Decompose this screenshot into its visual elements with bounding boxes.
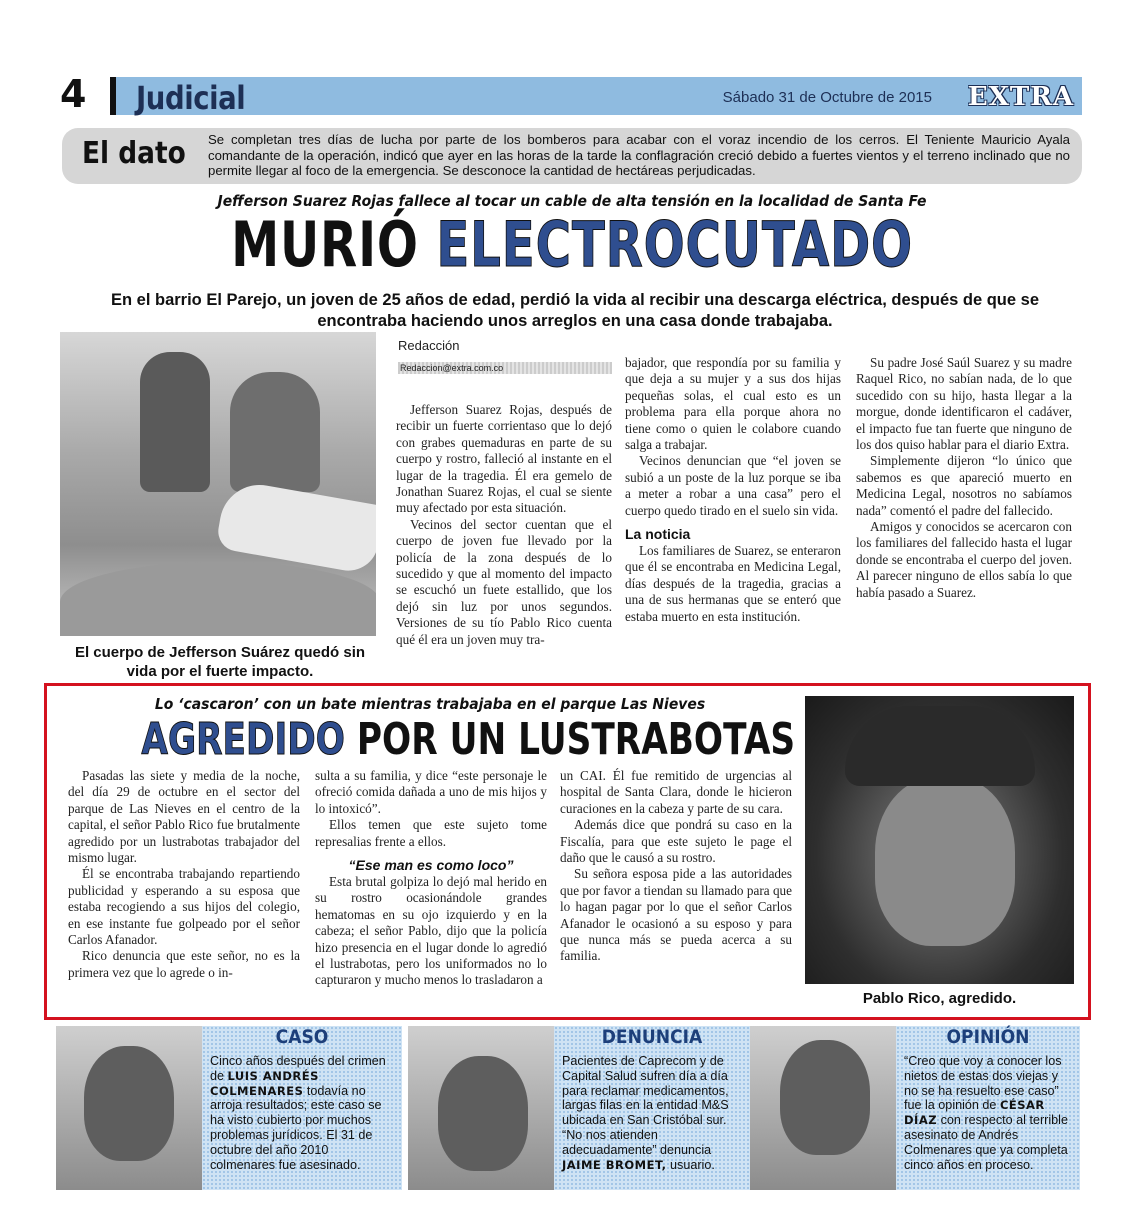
newspaper-logo: EXTRA: [967, 82, 1074, 112]
byline: Redacción: [398, 338, 460, 353]
paragraph: Jefferson Suarez Rojas, después de recibir un fuerte corrientaso que lo dejó con grabes quemaduras en parte de su cuerpo y rostro, falleció al instante en el lugar de la tragedia. Él era gemelo de Jonathan Suarez Rojas, el cual se siente muy afectado por esta situación.: [396, 402, 612, 516]
el-dato-text: Se completan tres días de lucha por parte de los bomberos para acabar con el voraz incendio de los cerros. El Teniente Mauricio Ayala comandante de la operación, indicó que ayer en las horas de la tarde la conflagración creció debido a fuertes vientos y el terreno inclinado que no permite llegar al foco de la emergencia. Se desconoce la cantidad de hectáreas perjudicadas.: [208, 132, 1070, 178]
paragraph: Los familiares de Suarez, se enteraron que él se encontraba en Medicina Legal, días después de la tragedia, gracias a una de sus hermanas que se enteró que estaba muerto en esta institución.: [625, 543, 841, 624]
accident-scene-photo: [60, 332, 376, 636]
second-headline-part2: POR UN LUSTRABOTAS: [356, 714, 796, 765]
paragraph: Su señora esposa pide a las autoridades que por favor a tiendan su llamado para que lo hagan pagar por lo que el señor Carlos Afanador le ocasionó a su esposo y para que nunca más se pueda acerca a su familia.: [560, 866, 792, 964]
paragraph: Amigos y conocidos se acercaron con los familiares del fallecido hasta el lugar donde se encontraba el cuerpo del joven. Al parecer ninguno de ellos sabía lo que había pasado a Suarez.: [856, 519, 1072, 600]
paragraph: Simplemente dijeron “lo único que sabemos es que apareció muerto en Medicina Legal, nosotros no sabíamos nada” comentó el padre del fallecido.: [856, 453, 1072, 518]
pablo-rico-photo: [805, 696, 1074, 984]
brief-caso-title: CASO: [275, 1026, 329, 1048]
paragraph: Además dice que pondrá su caso en la Fiscalía, para que este sujeto le page el daño que le causó a su rostro.: [560, 817, 792, 866]
brief-denuncia-text: Pacientes de Caprecom y de Capital Salud sufren día a día para reclamar medicamentos, largas filas en la entidad M&S ubicada en San Cristóbal sur. “No nos atienden adecuadamente” denuncia JAIME BROMET, usuario.: [562, 1054, 729, 1172]
main-kicker: Jefferson Suarez Rojas fallece al tocar un cable de alta tensión en la localidad de Santa Fe: [217, 192, 927, 210]
main-headline-part1: MURIÓ: [231, 208, 419, 281]
second-column-3: [560, 768, 792, 965]
paragraph: Ellos temen que este sujeto tome represalias frente a ellos.: [315, 817, 547, 849]
main-column-1: [396, 402, 612, 648]
brief-opinion: [896, 1026, 1080, 1190]
paragraph: Él se encontraba trabajando repartiendo publicidad y esperando a su esposa que estaba recogiendo a sus hijos del colegio, en ese instante fue golpeado por el señor Carlos Afanador.: [68, 866, 300, 948]
main-headline-part2: ELECTROCUTADO: [436, 208, 913, 281]
paragraph: Vecinos del sector cuentan que el cuerpo de joven fue llevado por la policía de la zona después de lo sucedido y que al momento del impacto se escuchó un fuete estallido, que los dejó sin luz por unos segundos. Versiones de su tío Pablo Rico cuenta qué él era un joven muy tra-: [396, 516, 612, 647]
brief-opinion-text: “Creo que voy a conocer los nietos de estas dos viejas y no se ha resuelto ese caso” fue la opinión de CÉSAR DÍAZ con respecto al terrible asesinato de Andrés Colmenares que ya completa cinco años en proceso.: [904, 1054, 1068, 1172]
briefs-strip: [56, 1026, 1080, 1190]
diaz-photo: [750, 1026, 896, 1190]
brief-denuncia: [554, 1026, 750, 1190]
second-headline-part1: AGREDIDO: [141, 714, 345, 765]
el-dato-label: El dato: [82, 136, 186, 171]
paragraph: sulta a su familia, y dice “este personaje le ofreció comida dañada a uno de mis hijos y lo intoxicó”.: [315, 768, 547, 816]
section-header-bar: [110, 77, 1082, 115]
second-column-2: [315, 768, 547, 989]
second-column-1: [68, 768, 300, 981]
paragraph: bajador, que respondía por su familia y que deja a su mujer y a sus dos hijas pequeñas solas, el cual esto es un problema para ella porque ahora no tiene como o quien le colabore cuando salga a trabajar.: [625, 355, 841, 453]
publication-date: Sábado 31 de Octubre de 2015: [722, 89, 932, 106]
brief-caso: [202, 1026, 402, 1190]
page-number: 4: [60, 72, 87, 116]
brief-caso-text: Cinco años después del crimen de LUIS ANDRÉS COLMENARES todavía no arroja resultados; este caso se ha visto cubierto por muchos problemas jurídicos. El 31 de octubre del año 2010 colmenares fue asesinado.: [210, 1054, 386, 1172]
second-kicker: Lo ‘cascaron’ con un bate mientras trabajaba en el parque Las Nieves: [154, 695, 706, 713]
subheading-quote: “Ese man es como loco”: [348, 857, 514, 874]
paragraph: un CAI. Él fue remitido de urgencias al hospital de Santa Clara, donde le hicieron curaciones en la cabeza y parte de su cara.: [560, 768, 792, 816]
paragraph: Pasadas las siete y media de la noche, del día 29 de octubre en el sector del parque de Las Nieves en el centro de la capital, el señor Pablo Rico fue brutalmente agredido por un lustrabotas trabajador del mismo lugar.: [68, 768, 300, 866]
second-photo-caption: Pablo Rico, agredido.: [862, 990, 1017, 1007]
paragraph: Vecinos denuncian que “el joven se subió a un poste de la luz porque se iba a meter a robar a una casa” pero el cuerpo quedo tirado en el suelo sin vida.: [625, 453, 841, 518]
brief-denuncia-title: DENUNCIA: [601, 1026, 703, 1048]
brief-opinion-title: OPINIÓN: [946, 1026, 1030, 1048]
second-headline: [141, 712, 796, 768]
main-photo-caption: El cuerpo de Jefferson Suárez quedó sin vida por el fuerte impacto.: [74, 644, 366, 680]
section-title: Judicial: [136, 79, 246, 117]
colmenares-photo: [56, 1026, 202, 1190]
main-column-3: [856, 355, 1072, 601]
byline-email: Redaccion@extra.com.co: [398, 362, 612, 374]
bromet-photo: [408, 1026, 554, 1190]
paragraph: Rico denuncia que este señor, no es la primera vez que lo agrede o in-: [68, 948, 300, 980]
subheading-la-noticia: La noticia: [625, 526, 691, 543]
paragraph: Esta brutal golpiza lo dejó mal herido en su rostro ocasionándole grandes hematomas en su ojo izquierdo y en la cabeza; el señor Pablo, dijo que la policía hizo presencia en el lugar donde lo agredió el lustrabotas, pero los uniformados no lo capturaron y mucho menos lo trasladaron a: [315, 874, 547, 988]
main-column-2: [625, 355, 841, 625]
el-dato-box: [62, 128, 1082, 184]
main-headline: [126, 210, 1018, 280]
paragraph: Su padre José Saúl Suarez y su madre Raquel Rico, no sabían nada, de lo que sucedido con su hijo, hasta llegar a la morgue, donde identificaron el cadáver, el impacto fue tan fuerte que ninguno de los dos quiso hablar para el diario Extra.: [856, 355, 1072, 453]
main-deck: En el barrio El Parejo, un joven de 25 años de edad, perdió la vida al recibir una descarga eléctrica, después de que se encontraba haciendo unos arreglos en una casa donde trabajaba.: [110, 291, 1039, 330]
